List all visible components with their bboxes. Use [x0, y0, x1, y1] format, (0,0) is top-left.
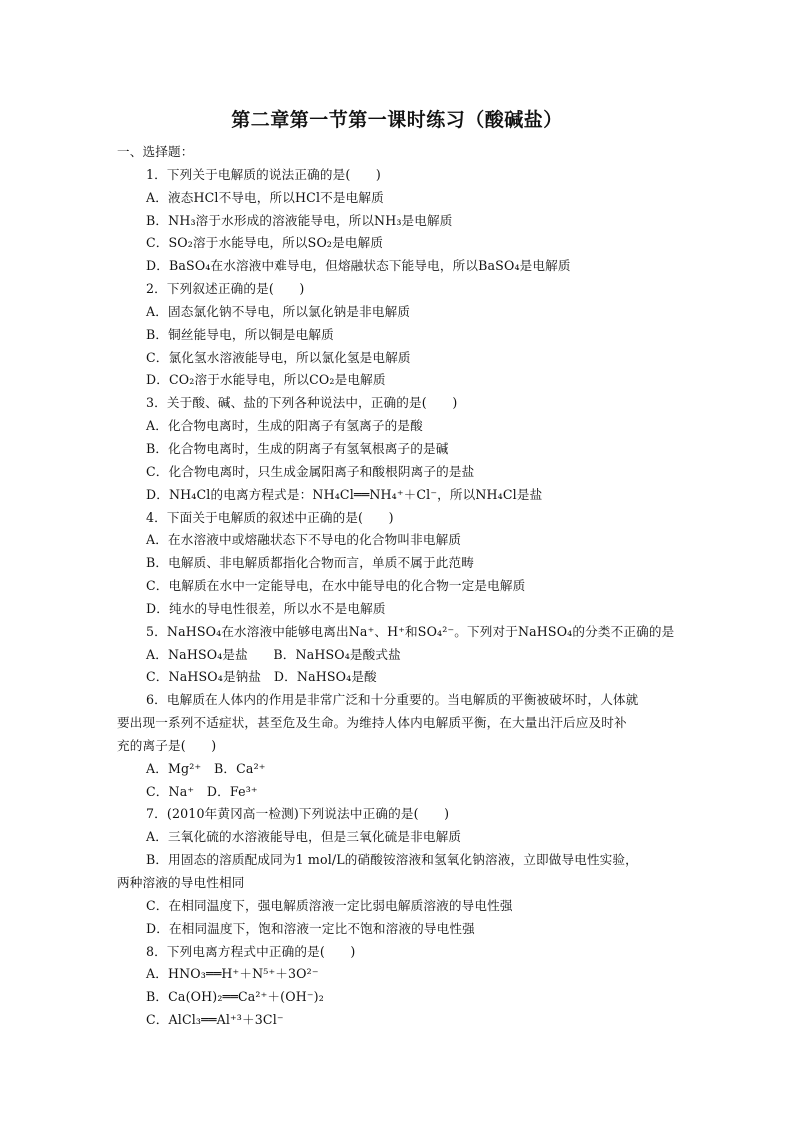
question-4-option-b: B．电解质、非电解质都指化合物而言，单质不属于此范畴: [146, 555, 474, 571]
question-6-options-cd: C．Na⁺ D．Fe³⁺: [146, 783, 258, 799]
question-5-options-cd: C．NaHSO₄是钠盐 D．NaHSO₄是酸: [146, 669, 377, 685]
question-3-option-a: A．化合物电离时，生成的阳离子有氢离子的是酸: [146, 418, 423, 434]
question-7-option-b-line-1: B．用固态的溶质配成同为1 mol/L的硝酸铵溶液和氢氧化钠溶液，立即做导电性实验，: [146, 852, 638, 868]
question-4-option-c: C．电解质在水中一定能导电，在水中能导电的化合物一定是电解质: [146, 578, 526, 594]
question-8-option-a: A．HNO₃══H⁺＋N⁵⁺＋3O²⁻: [146, 966, 319, 982]
question-5-options-ab: A．NaHSO₄是盐 B．NaHSO₄是酸式盐: [146, 646, 401, 662]
page-title: 第二章第一节第一课时练习（酸碱盐）: [231, 109, 563, 131]
question-8-option-b: B．Ca(OH)₂══Ca²⁺＋(OH⁻)₂: [146, 989, 324, 1005]
question-1-option-b: B．NH₃溶于水形成的溶液能导电，所以NH₃是电解质: [146, 212, 453, 228]
question-8-stem: 8．下列电离方程式中正确的是( ): [146, 943, 356, 959]
question-7-option-a: A．三氧化硫的水溶液能导电，但是三氧化硫是非电解质: [146, 829, 462, 845]
question-5-stem: 5．NaHSO₄在水溶液中能够电离出Na⁺、H⁺和SO₄²⁻。下列对于NaHSO₄的分类不正确的是: [146, 623, 675, 639]
question-2-option-c: C．氯化氢水溶液能导电，所以氯化氢是电解质: [146, 349, 411, 365]
question-1-stem: 1．下列关于电解质的说法正确的是( ): [146, 166, 381, 182]
question-6-stem-line-2: 要出现一系列不适症状，甚至危及生命。为维持人体内电解质平衡，在大量出汗后应及时补: [117, 715, 627, 731]
question-6-stem-line-1: 6．电解质在人体内的作用是非常广泛和十分重要的。当电解质的平衡被破坏时，人体就: [146, 692, 639, 708]
question-8-option-c: C．AlCl₃══Al⁺³＋3Cl⁻: [146, 1012, 284, 1028]
question-3-option-c: C．化合物电离时，只生成金属阳离子和酸根阴离子的是盐: [146, 463, 475, 479]
question-2-option-a: A．固态氯化钠不导电，所以氯化钠是非电解质: [146, 303, 411, 319]
section-heading: 一、选择题：: [117, 144, 194, 159]
question-7-stem: 7．(2010年黄冈高一检测)下列说法中正确的是( ): [146, 806, 450, 822]
question-7-option-b-line-2: 两种溶液的导电性相同: [117, 875, 245, 890]
question-7-option-d: D．在相同温度下，饱和溶液一定比不饱和溶液的导电性强: [146, 920, 475, 936]
question-4-option-a: A．在水溶液中或熔融状态下不导电的化合物叫非电解质: [146, 532, 462, 548]
question-list: [0, 141, 794, 1032]
question-2-option-d: D．CO₂溶于水能导电，所以CO₂是电解质: [146, 372, 386, 388]
question-3-option-b: B．化合物电离时，生成的阴离子有氢氧根离子的是碱: [146, 440, 449, 456]
question-2-stem: 2．下列叙述正确的是( ): [146, 281, 305, 297]
question-4-stem: 4．下面关于电解质的叙述中正确的是( ): [146, 509, 394, 525]
question-6-stem-line-3: 充的离子是( ): [117, 737, 217, 753]
question-1-option-c: C．SO₂溶于水能导电，所以SO₂是电解质: [146, 235, 384, 251]
question-1-option-d: D．BaSO₄在水溶液中难导电，但熔融状态下能导电，所以BaSO₄是电解质: [146, 258, 571, 274]
question-4-option-d: D．纯水的导电性很差，所以水不是电解质: [146, 600, 386, 616]
question-1-option-a: A．液态HCl不导电，所以HCl不是电解质: [146, 189, 384, 205]
question-3-stem: 3．关于酸、碱、盐的下列各种说法中，正确的是( ): [146, 395, 458, 411]
question-3-option-d: D．NH₄Cl的电离方程式是：NH₄Cl══NH₄⁺＋Cl⁻，所以NH₄Cl是盐: [146, 486, 543, 502]
question-7-option-c: C．在相同温度下，强电解质溶液一定比弱电解质溶液的导电性强: [146, 897, 513, 913]
question-2-option-b: B．铜丝能导电，所以铜是电解质: [146, 326, 334, 342]
question-6-options-ab: A．Mg²⁺ B．Ca²⁺: [146, 760, 266, 776]
